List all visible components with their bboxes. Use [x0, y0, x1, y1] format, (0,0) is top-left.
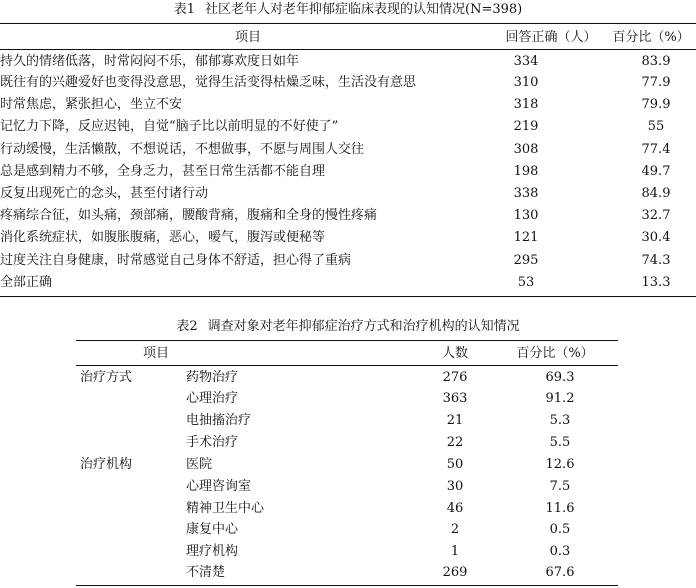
- table-row: [0, 454, 696, 475]
- table2-percent-cell: 7.5: [549, 479, 571, 494]
- table2-item-cell: 医院: [186, 457, 213, 472]
- table2-count-cell: 21: [446, 413, 464, 428]
- table1-item-cell: 记忆力下降，反应迟钝，自觉“脑子比以前明显的不好使了”: [0, 119, 339, 134]
- table2-item-cell: 心理治疗: [186, 391, 239, 406]
- table1-percent-cell: 74.3: [641, 253, 671, 268]
- table2-title: 调查对象对老年抑郁症治疗方式和治疗机构的认知情况: [207, 319, 520, 334]
- table1-item-cell: 反复出现死亡的念头，甚至付诸行动: [0, 186, 209, 201]
- table1-percent-cell: 79.9: [641, 97, 671, 112]
- table2-percent-cell: 67.6: [545, 565, 575, 580]
- table1-percent-cell: 83.9: [641, 54, 671, 69]
- table-row: [0, 476, 696, 497]
- table-row: [0, 116, 696, 137]
- table1-percent-cell: 13.3: [641, 275, 671, 290]
- table-row: [0, 272, 696, 293]
- table-row: [0, 161, 696, 182]
- table2-item-cell: 精神卫生中心: [186, 501, 265, 516]
- table1-correct-cell: 198: [513, 164, 539, 179]
- table1-item-cell: 时常焦虑，紧张担心，坐立不安: [0, 97, 183, 112]
- table-row: [0, 367, 696, 388]
- table2-header-rule: [76, 365, 618, 366]
- table-row: [0, 562, 696, 583]
- table1-percent-cell: 32.7: [641, 208, 671, 223]
- table2-header-row: [0, 343, 696, 364]
- table2-percent-cell: 0.3: [549, 544, 571, 559]
- table-row: [0, 183, 696, 204]
- table1-header-row: [0, 27, 696, 48]
- table1-correct-cell: 130: [513, 208, 539, 223]
- table1-item-cell: 总是感到精力不够，全身乏力，甚至日常生活都不能自理: [0, 164, 326, 179]
- table2-count-cell: 30: [446, 479, 464, 494]
- table-row: [0, 541, 696, 562]
- table1-header-rule: [0, 49, 696, 50]
- table-row: [0, 94, 696, 115]
- table2-percent-cell: 5.3: [549, 413, 571, 428]
- table1-item-cell: 疼痛综合征，如头痛，颈部痛，腰酸背痛，腹痛和全身的慢性疼痛: [0, 208, 378, 223]
- table2-percent-cell: 0.5: [549, 522, 571, 537]
- table1-correct-cell: 334: [513, 54, 539, 69]
- table1-percent-cell: 30.4: [641, 230, 671, 245]
- table-row: [0, 498, 696, 519]
- table1-caption: [0, 2, 696, 18]
- table2-percent-cell: 12.6: [545, 457, 575, 472]
- table1-percent-cell: 77.4: [641, 142, 671, 157]
- table2-item-cell: 心理咨询室: [186, 479, 252, 494]
- table2-percent-cell: 11.6: [545, 501, 575, 516]
- table1-percent-cell: 49.7: [641, 164, 671, 179]
- table1-item-cell: 行动缓慢，生活懒散，不想说话，不想做事，不愿与周围人交往: [0, 142, 365, 157]
- table-row: [0, 410, 696, 431]
- table2-count-cell: 2: [450, 522, 460, 537]
- table1-correct-cell: 308: [513, 142, 539, 157]
- table2-group-cell: 治疗方式: [80, 370, 133, 385]
- table-row: [0, 227, 696, 248]
- table2-percent-cell: 69.3: [545, 370, 575, 385]
- table1-item-cell: 过度关注自身健康，时常感觉自己身体不舒适，担心得了重病: [0, 253, 352, 268]
- table1-bottom-rule: [0, 296, 696, 297]
- table1-percent-cell: 84.9: [641, 186, 671, 201]
- table2-count-cell: 1: [450, 544, 460, 559]
- table1-percent-cell: 55: [647, 119, 665, 134]
- table2-percent-cell: 91.2: [545, 391, 575, 406]
- table2-item-cell: 理疗机构: [186, 544, 239, 559]
- table1-label: 表1: [173, 2, 196, 17]
- table-row: [0, 250, 696, 271]
- table1-percent-cell: 77.9: [641, 75, 671, 90]
- table1-correct-cell: 338: [513, 186, 539, 201]
- table2-top-rule: [76, 340, 618, 341]
- table-row: [0, 139, 696, 160]
- table1-correct-cell: 53: [517, 275, 535, 290]
- table1-correct-cell: 219: [513, 119, 539, 134]
- table2-item-cell: 电抽搐治疗: [186, 413, 252, 428]
- table1-correct-cell: 295: [513, 253, 539, 268]
- table2-count-cell: 22: [446, 435, 464, 450]
- table1-correct-cell: 310: [513, 75, 539, 90]
- table1-item-cell: 既往有的兴趣爱好也变得没意思，觉得生活变得枯燥乏味，生活没有意思: [0, 75, 417, 90]
- table2-header-percent: 百分比（%）: [516, 346, 594, 361]
- table1-header-correct: 回答正确（人）: [505, 30, 597, 45]
- table-row: [0, 519, 696, 540]
- table-row: [0, 205, 696, 226]
- table1-header-percent: 百分比（%）: [612, 30, 690, 45]
- table-row: [0, 51, 696, 72]
- table-row: [0, 72, 696, 93]
- table2-item-cell: 不清楚: [186, 565, 226, 580]
- table2-count-cell: 50: [446, 457, 464, 472]
- table1-item-cell: 全部正确: [0, 275, 53, 290]
- table2-label: 表2: [176, 319, 198, 334]
- table2-bottom-rule: [76, 585, 618, 586]
- table2-item-cell: 手术治疗: [186, 435, 239, 450]
- table1-title: 社区老年人对老年抑郁症临床表现的认知情况(N=398): [205, 2, 523, 17]
- table1-header-item: 项目: [234, 30, 261, 45]
- table-row: [0, 388, 696, 409]
- table1-top-rule: [0, 23, 696, 24]
- table2-item-cell: 康复中心: [186, 522, 239, 537]
- table2-caption: [0, 319, 696, 335]
- table2-count-cell: 269: [442, 565, 468, 580]
- table1-item-cell: 消化系统症状，如腹胀腹痛，恶心，嗳气，腹泻或便秘等: [0, 230, 326, 245]
- table2-item-cell: 药物治疗: [186, 370, 239, 385]
- table2-header-item: 项目: [142, 346, 169, 361]
- table-row: [0, 432, 696, 453]
- table2-header-count: 人数: [441, 346, 468, 361]
- table2-count-cell: 276: [442, 370, 468, 385]
- table2-count-cell: 46: [446, 501, 464, 516]
- table2-percent-cell: 5.5: [549, 435, 571, 450]
- table2-count-cell: 363: [442, 391, 468, 406]
- table2-group-cell: 治疗机构: [80, 457, 133, 472]
- table1-correct-cell: 121: [513, 230, 539, 245]
- table1-item-cell: 持久的情绪低落，时常闷闷不乐，郁郁寡欢度日如年: [0, 54, 300, 69]
- table1-correct-cell: 318: [513, 97, 539, 112]
